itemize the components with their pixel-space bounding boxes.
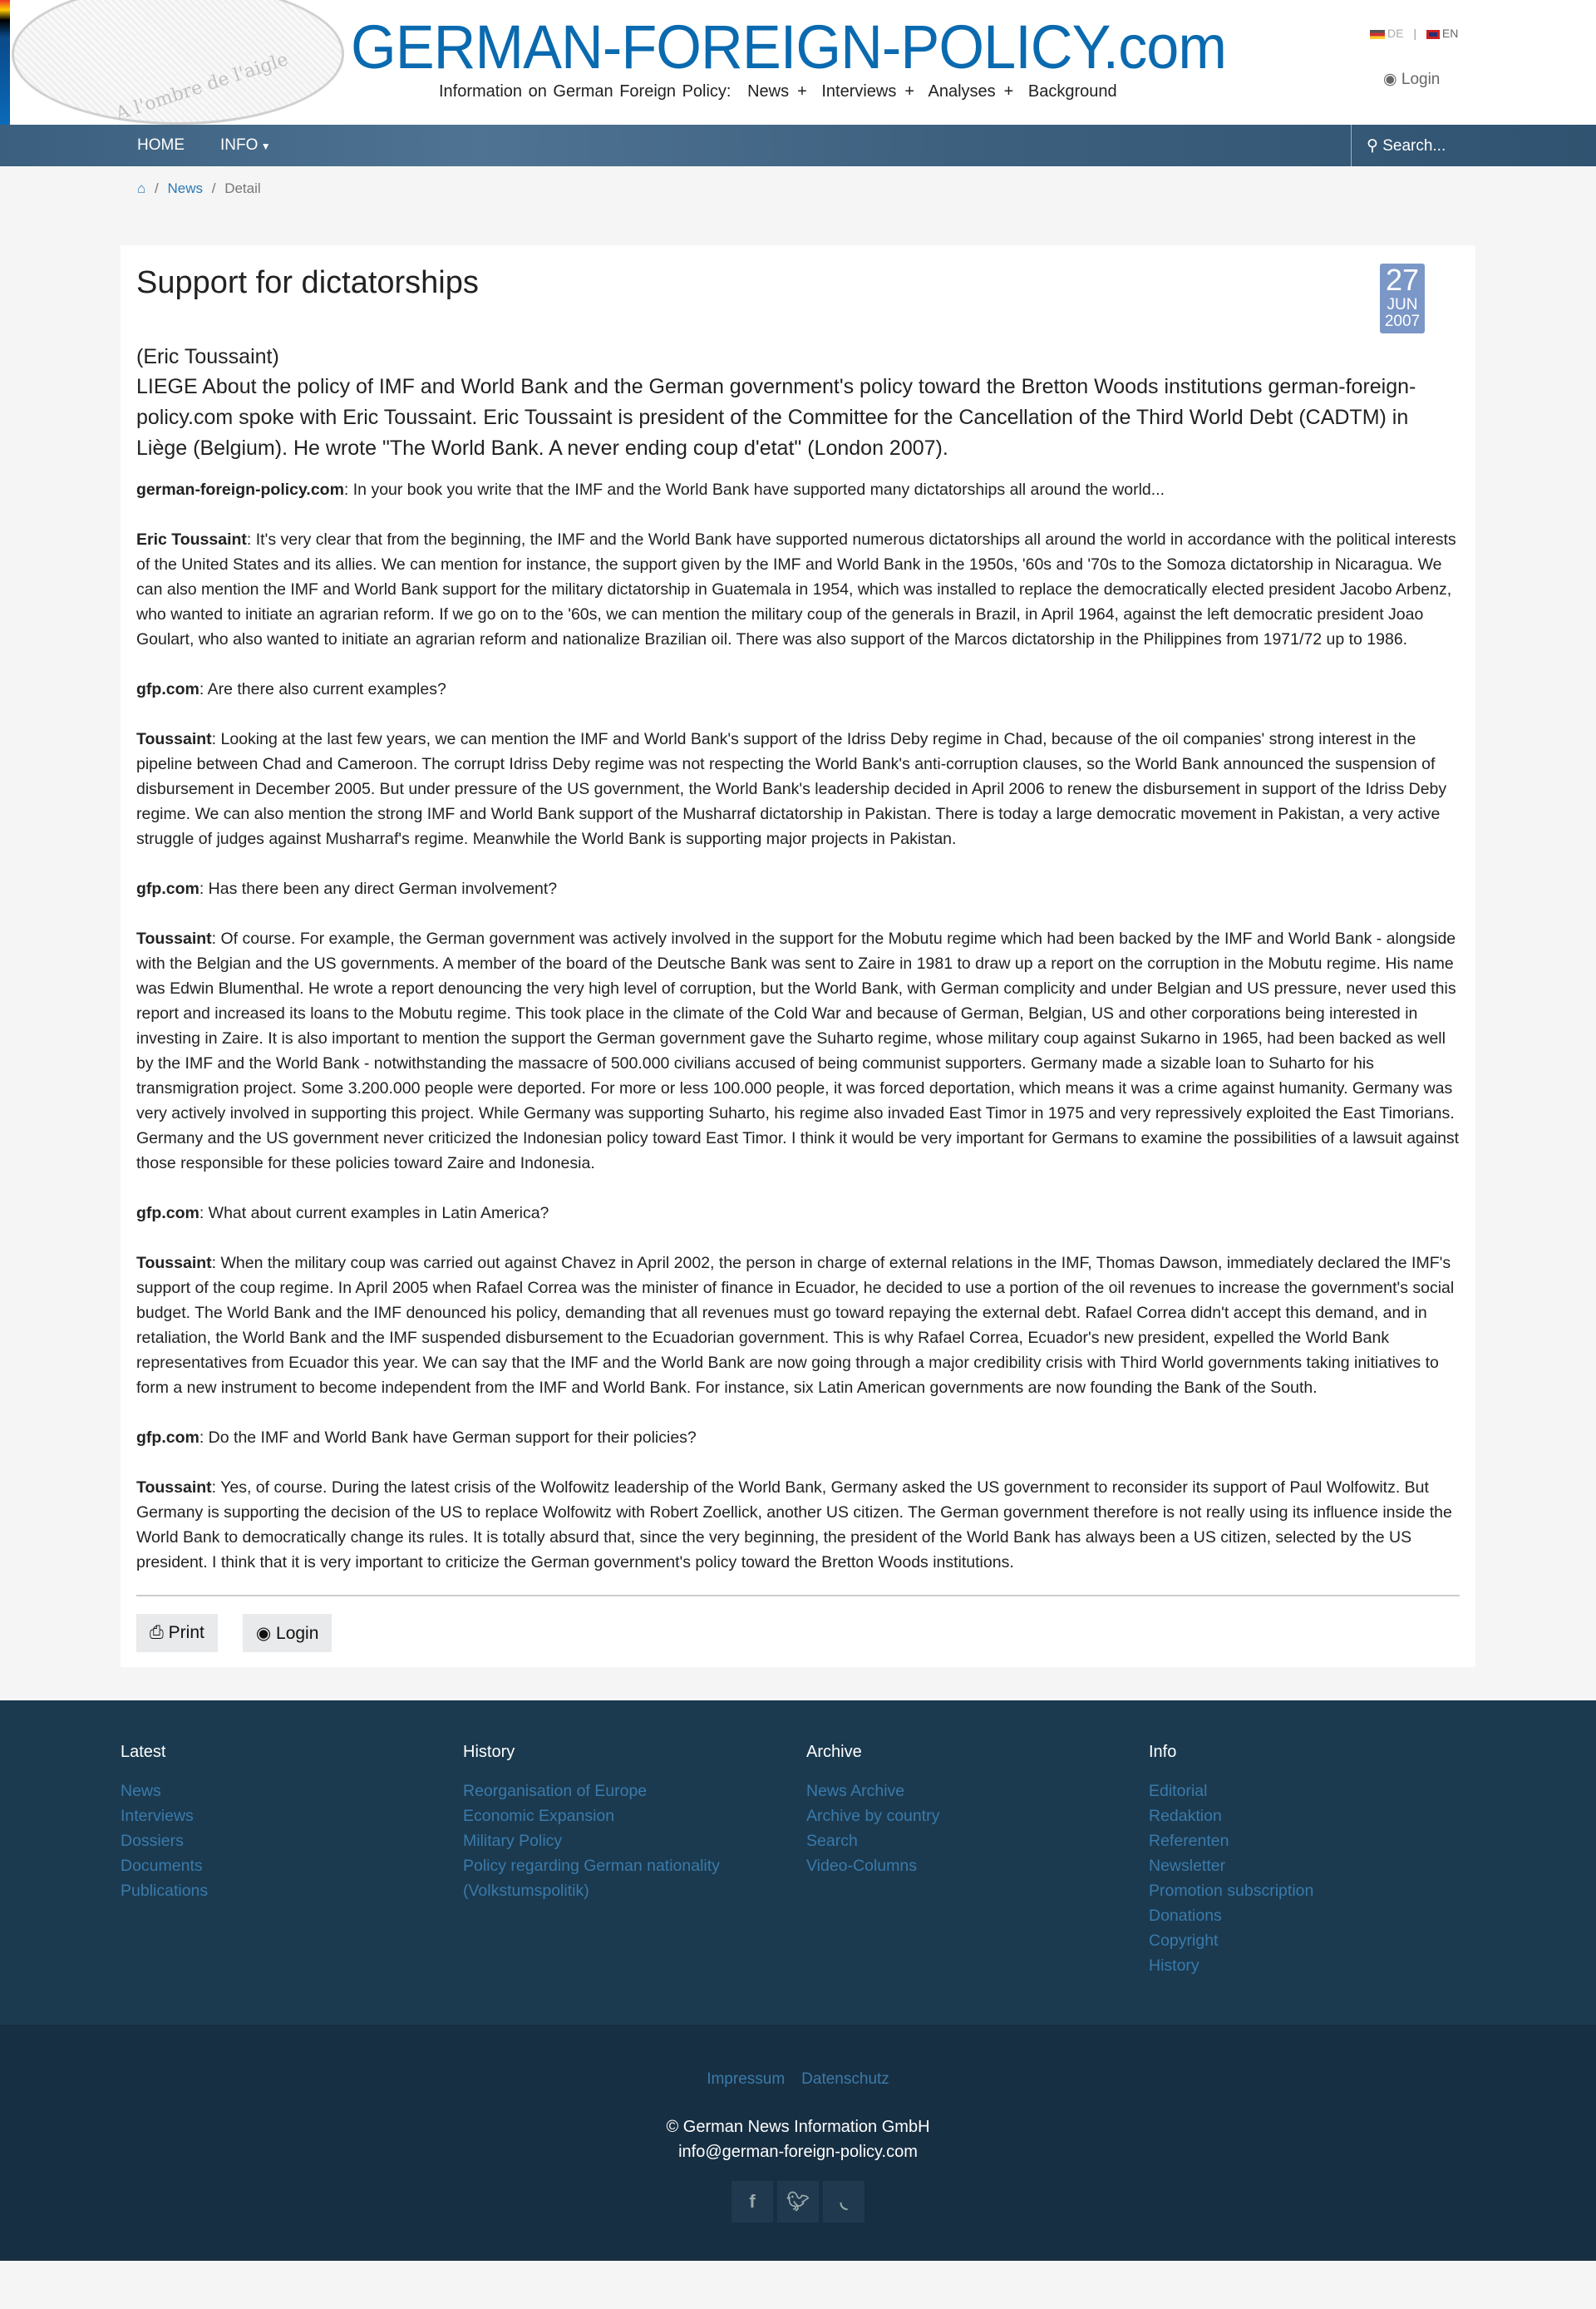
- sep: +: [904, 82, 915, 101]
- user-icon: ◉: [1383, 71, 1397, 88]
- tag-interviews[interactable]: Interviews: [821, 82, 897, 101]
- footer-link[interactable]: Editorial: [1149, 1782, 1208, 1800]
- footer-link[interactable]: Archive by country: [806, 1807, 940, 1825]
- speaker: gfp.com: [136, 680, 200, 698]
- eagle-seal-logo: [12, 0, 344, 125]
- seal-text: A l'ombre de l'aigle: [113, 49, 291, 125]
- interview-paragraph: [136, 527, 1460, 652]
- crumb-detail: Detail: [224, 180, 261, 196]
- crumb-sep: /: [155, 180, 159, 196]
- search-placeholder: Search...: [1382, 137, 1446, 155]
- article-actions: [136, 1614, 1460, 1652]
- footer-column-title: Info: [1149, 1743, 1177, 1761]
- footer-link[interactable]: Donations: [1149, 1907, 1222, 1925]
- language-switch: [1370, 27, 1458, 40]
- page-title: Support for dictatorships: [136, 265, 479, 300]
- speaker: Eric Toussaint: [136, 530, 247, 549]
- paragraph-text: : What about current examples in Latin America?: [199, 1204, 549, 1222]
- footer-link[interactable]: Dossiers: [121, 1832, 184, 1850]
- date-badge: [1380, 264, 1425, 333]
- interview-paragraph: [136, 1475, 1460, 1575]
- speaker: Toussaint: [136, 730, 212, 748]
- speaker: german-foreign-policy.com: [136, 481, 344, 499]
- tag-news[interactable]: News: [747, 82, 790, 101]
- main-nav: [0, 125, 1596, 166]
- footer: [0, 1700, 1596, 2025]
- lang-de[interactable]: DE: [1387, 27, 1404, 40]
- paragraph-text: : Do the IMF and World Bank have German support for their policies?: [199, 1428, 697, 1447]
- paragraph-text: : When the military coup was carried out against Chavez in April 2002, the person in charge of external relations in the IMF, Thomas Dawson, immediately declared the IMF's support of the coup regime. In April 2005 when Rafael Correa was the minister of finance in Ecuador, he decided to use a portion of the oil revenues to increase the government's social budget. The World Bank and the IMF denounced his policy, demanding that all revenues must go toward repaying the external debt. Rafael Correa didn't accept this demand, and in retaliation, the World Bank and the IMF suspended disbursement to the Ecuadorian government. This is why Rafael Correa, Ecuador's new president, expelled the World Bank representatives from Ecuador this year. We can say that the IMF and the World Bank are now going through a major credibility crisis with Third World governments taking initiatives to form a new instrument to become independent from the IMF and World Bank. For instance, six Latin American governments are now founding the Bank of the South.: [136, 1254, 1455, 1397]
- footer-link[interactable]: Documents: [121, 1857, 203, 1875]
- footer-link[interactable]: Referenten: [1149, 1832, 1229, 1850]
- paragraph-text: : Of course. For example, the German government was actively involved in the support for the Mobutu regime which had been backed by the IMF and World Bank - alongside with the Belgian and the US governments. A member of the board of the Deutsche Bank was sent to Zaire in 1981 to draw up a report on the corruption in the Mobutu regime. His name was Edwin Blumenthal. He wrote a report denouncing the very high level of corruption, but the World Bank, with German complicity and under Belgian and US pressure, never used this report and increased its loans to the Mobutu regime. This took place in the climate of the Cold War and because of German, Belgian, US and other corporations being interested in investing in Zaire. It is also important to mention the support the German government gave the Suharto regime, whose military coup against Sukarno in 1965, had been backed as well by the IMF and the World Bank - notwithstanding the massacre of 500.000 civilians accused of being communist supporters. Germany made a sizable loan to Suharto for his transmigration project. Some 3.200.000 people were deported. For more or less 100.000 people, it was forced deportation, which means it was a crime against humanity. Germany was very actively involved in supporting this project. While Germany was supporting Suharto, his regime also invaded East Timor in 1975 and very repressively exploited the East Timorians. Germany and the US government never criticized the Indonesian policy toward East Timor. I think it would be very important for Germans to examine the possibilities of a lawsuit against those responsible for these policies toward Zaire and Indonesia.: [136, 930, 1460, 1172]
- speaker: Toussaint: [136, 1478, 212, 1497]
- tag-analyses[interactable]: Analyses: [928, 82, 996, 101]
- footer-link[interactable]: Copyright: [1149, 1932, 1219, 1950]
- facebook-icon[interactable]: f: [732, 2181, 773, 2223]
- article-card: [121, 245, 1475, 1667]
- paragraph-text: : Yes, of course. During the latest crisis of the Wolfowitz leadership of the World Bank, Germany asked the US government to reconsider its support of Paul Wolfowitz. But Germany is supporting the decision of the US to replace Wolfowitz with Robert Zoellick, another US citizen. The German government therefore is not really using its influence inside the World Bank to democratically change its rules. It is totally absurd that, since the very beginning, the president of the World Bank has always been a US citizen, selected by the US president. I think that it is very important to criticize the German government's policy toward the Bretton Woods institutions.: [136, 1478, 1452, 1571]
- footer-bottom: [0, 2025, 1596, 2261]
- interview-paragraph: [136, 926, 1460, 1176]
- interview-paragraph: [136, 477, 1460, 502]
- contact-email[interactable]: info@german-foreign-policy.com: [678, 2143, 918, 2161]
- footer-link[interactable]: History: [1149, 1956, 1199, 1975]
- lang-sep: |: [1413, 27, 1416, 40]
- footer-column-title: Latest: [121, 1743, 166, 1761]
- interview-paragraph: [136, 876, 1460, 901]
- datenschutz-link[interactable]: Datenschutz: [801, 2070, 889, 2088]
- nav-info[interactable]: [220, 136, 271, 155]
- speaker: gfp.com: [136, 1204, 200, 1222]
- color-stripe: [0, 0, 10, 125]
- site-header: [0, 0, 1596, 125]
- interview-paragraph: [136, 727, 1460, 851]
- speaker: Toussaint: [136, 930, 212, 948]
- uk-flag-icon: [1426, 30, 1440, 39]
- site-logo-link[interactable]: GERMAN-FOREIGN-POLICY.com: [351, 12, 1227, 81]
- footer-column: [806, 1742, 1139, 1878]
- footer-link[interactable]: Policy regarding German nationality: [463, 1857, 720, 1875]
- footer-column-title: Archive: [806, 1743, 862, 1761]
- impressum-link[interactable]: Impressum: [707, 2070, 786, 2088]
- german-flag-icon: [1370, 30, 1385, 39]
- footer-link[interactable]: Publications: [121, 1882, 209, 1900]
- crumb-sep: /: [211, 180, 216, 196]
- footer-link[interactable]: Interviews: [121, 1807, 194, 1825]
- login-button[interactable]: [243, 1614, 332, 1652]
- nav-info-label: INFO: [220, 136, 259, 154]
- footer-link[interactable]: News Archive: [806, 1782, 905, 1800]
- paragraph-text: : It's very clear that from the beginning, the IMF and the World Bank have supported numerous dictatorships all around the world in accordance with the political interests of the United States and its allies. We can mention for instance, the support given by the IMF and World Bank in the 1950s, '60s and '70s to the Somoza dictatorship in Nicaragua. We can also mention the IMF and World Bank support for the military dictatorship in Guatemala in 1954, which was installed to replace the democratically elected president Jacobo Arbenz, who wanted to initiate an agrarian reform. If we go on to the '60s, we can mention the military coup of the generals in Brazil, in April 1964, against the left democratic president Joao Goulart, who also wanted to initiate an agrarian reform and nationalize Brazilian oil. There was also support of the Marcos dictatorship in the Philippines from 1971/72 up to 1986.: [136, 530, 1456, 649]
- footer-link[interactable]: Video-Columns: [806, 1857, 917, 1875]
- footer-link[interactable]: Military Policy: [463, 1832, 563, 1850]
- paragraph-text: : In your book you write that the IMF and the World Bank have supported many dictatorships all around the world...: [343, 481, 1165, 499]
- footer-link[interactable]: Economic Expansion: [463, 1807, 615, 1825]
- date-day: 27: [1385, 263, 1420, 297]
- paragraph-text: : Looking at the last few years, we can mention the IMF and World Bank's support of the Idriss Deby regime in Chad, because of the oil companies' strong interest in the pipeline between Chad and Cameroon. The corrupt Idriss Deby regime was not respecting the World Bank's anti-corruption clauses, so the World Bank announced the suspension of disbursement in December 2005. But under pressure of the US government, the World Bank's leadership decided in April 2006 to renew the disbursement in support of the Idriss Deby regime. We can also mention the strong IMF and World Bank support of the Musharraf dictatorship in Pakistan. There is today a large democratic movement in Pakistan, a very active struggle of judges against Musharraf's regime. Meanwhile the World Bank is supporting major projects in Pakistan.: [136, 730, 1447, 848]
- print-label: Print: [168, 1623, 204, 1642]
- lang-en[interactable]: EN: [1441, 27, 1459, 40]
- rss-icon[interactable]: ◟: [823, 2181, 864, 2223]
- header-login-link[interactable]: [1383, 70, 1440, 89]
- footer-column-title: History: [463, 1743, 515, 1761]
- copyright: © German News Information GmbH: [666, 2118, 930, 2136]
- nav-home[interactable]: HOME: [137, 136, 185, 154]
- crumb-news[interactable]: News: [167, 180, 203, 196]
- footer-column: [121, 1742, 453, 1903]
- footer-link[interactable]: Redaktion: [1149, 1807, 1222, 1825]
- footer-link[interactable]: News: [121, 1782, 161, 1800]
- search-icon: ⚲: [1367, 137, 1378, 155]
- user-icon: ◉: [255, 1624, 272, 1643]
- sep: +: [1003, 82, 1014, 101]
- footer-link[interactable]: Search: [806, 1832, 858, 1850]
- divider: [136, 1595, 1460, 1596]
- date-year: 2007: [1384, 313, 1421, 330]
- breadcrumb: [137, 180, 261, 197]
- home-icon[interactable]: ⌂: [137, 180, 146, 196]
- speaker: Toussaint: [136, 1254, 212, 1272]
- search-input[interactable]: [1351, 125, 1461, 166]
- paragraph-text: : Are there also current examples?: [199, 680, 446, 698]
- printer-icon: ⎙: [150, 1623, 164, 1642]
- footer-column: [463, 1742, 796, 1903]
- speaker: gfp.com: [136, 880, 200, 898]
- social-links: [0, 2181, 1596, 2223]
- footer-link[interactable]: Promotion subscription: [1149, 1882, 1314, 1900]
- caret-down-icon: ▼: [258, 141, 271, 152]
- twitter-icon[interactable]: 🐦︎: [777, 2181, 819, 2223]
- article-author: (Eric Toussaint): [136, 345, 279, 368]
- interview-paragraph: [136, 1201, 1460, 1226]
- footer-link[interactable]: Newsletter: [1149, 1857, 1226, 1875]
- paragraph-text: : Has there been any direct German involvement?: [199, 880, 558, 898]
- footer-link[interactable]: (Volkstumspolitik): [463, 1882, 589, 1900]
- interview-paragraph: [136, 1251, 1460, 1400]
- tagline: [439, 81, 1117, 101]
- speaker: gfp.com: [136, 1428, 200, 1447]
- footer-link[interactable]: Reorganisation of Europe: [463, 1782, 648, 1800]
- date-month: JUN: [1387, 296, 1418, 313]
- interview-paragraph: [136, 1425, 1460, 1450]
- tagline-label: Information on German Foreign Policy:: [439, 82, 732, 101]
- login-label: Login: [1401, 71, 1441, 88]
- footer-column: [1149, 1742, 1481, 1978]
- sep: +: [797, 82, 807, 101]
- article-lead: LIEGE About the policy of IMF and World Bank and the German government's policy toward the Bretton Woods institutions german-foreign-policy.com spoke with Eric Toussaint. Eric Toussaint is president of the Committee for the Cancellation of the Third World Debt (CADTM) in Liège (Belgium). He wrote "The World Bank. A never ending coup d'etat" (London 2007).: [136, 375, 1416, 460]
- login-label: Login: [276, 1624, 319, 1643]
- tag-background[interactable]: Background: [1027, 82, 1117, 101]
- article-body: [136, 477, 1460, 1575]
- print-button[interactable]: [136, 1614, 218, 1652]
- interview-paragraph: [136, 677, 1460, 702]
